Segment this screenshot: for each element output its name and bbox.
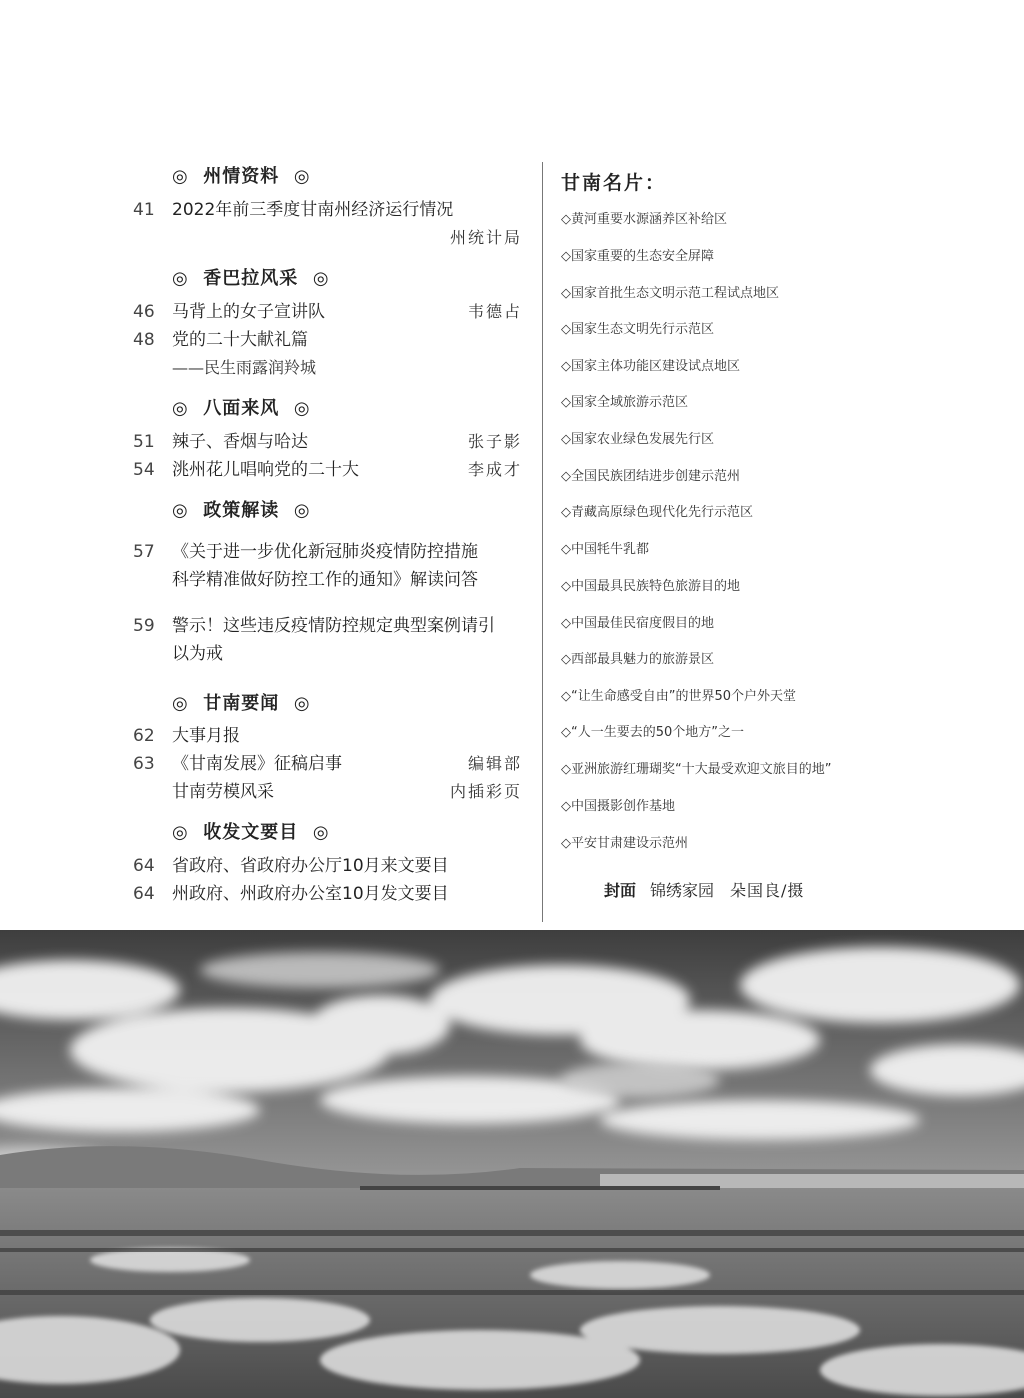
section-mark: ◎ xyxy=(293,398,311,419)
entry-title: 大事月报 xyxy=(172,726,240,746)
card-item: ◇国家全域旅游示范区 xyxy=(561,395,688,410)
section-heading xyxy=(172,496,311,522)
card-item: ◇黄河重要水源涵养区补给区 xyxy=(561,212,727,227)
entry-title-continued: 以为戒 xyxy=(172,644,223,664)
section-mark: ◎ xyxy=(293,500,311,521)
section-mark: ◎ xyxy=(293,693,311,714)
entry-title: 州政府、州政府办公室10月发文要目 xyxy=(172,884,449,904)
section-mark: ◎ xyxy=(312,822,330,843)
page-number: 48 xyxy=(133,330,155,350)
page-number: 46 xyxy=(133,302,155,322)
section-mark: ◎ xyxy=(312,268,330,289)
section-mark: ◎ xyxy=(172,398,189,419)
card-item: ◇中国牦牛乳都 xyxy=(561,542,649,557)
entry-title: 辣子、香烟与哈达 xyxy=(172,432,308,452)
section-heading xyxy=(172,818,330,844)
card-item: ◇亚洲旅游红珊瑚奖“十大最受欢迎文旅目的地” xyxy=(561,762,832,777)
section-heading xyxy=(172,394,311,420)
card-item: ◇中国最具民族特色旅游目的地 xyxy=(561,579,740,594)
page-number: 64 xyxy=(133,856,155,876)
cover-caption xyxy=(604,878,804,901)
card-item: ◇青藏高原绿色现代化先行示范区 xyxy=(561,505,753,520)
card-item: ◇西部最具魅力的旅游景区 xyxy=(561,652,714,667)
section-title: 政策解读 xyxy=(203,500,280,521)
section-title: 收发文要目 xyxy=(203,822,299,843)
entry-title: 省政府、省政府办公厅10月来文要目 xyxy=(172,856,449,876)
section-heading xyxy=(172,689,311,715)
entry-title: 警示！这些违反疫情防控规定典型案例请引 xyxy=(172,616,495,636)
page-number: 54 xyxy=(133,460,155,480)
card-item: ◇“让生命感受自由”的世界50个户外天堂 xyxy=(561,689,797,704)
page-number: 63 xyxy=(133,754,155,774)
gannan-card xyxy=(543,0,1024,930)
entry-author: 内插彩页 xyxy=(449,782,522,801)
card-item: ◇平安甘肃建设示范州 xyxy=(561,836,688,851)
card-item: ◇中国摄影创作基地 xyxy=(561,799,675,814)
entry-title: 洮州花儿唱响党的二十大 xyxy=(172,460,359,480)
card-item: ◇国家主体功能区建设试点地区 xyxy=(561,359,740,374)
section-title: 州情资料 xyxy=(203,166,280,187)
entry-title: 2022年前三季度甘南州经济运行情况 xyxy=(172,200,454,220)
cover-label: 封面 xyxy=(604,881,637,900)
page-number: 51 xyxy=(133,432,155,452)
entry-title-continued: 科学精准做好防控工作的通知》解读问答 xyxy=(172,570,478,590)
page-number: 64 xyxy=(133,884,155,904)
card-item: ◇全国民族团结进步创建示范州 xyxy=(561,469,740,484)
card-item: ◇中国最佳民宿度假目的地 xyxy=(561,616,714,631)
page-number: 62 xyxy=(133,726,155,746)
section-mark: ◎ xyxy=(172,500,189,521)
card-item: ◇国家农业绿色发展先行区 xyxy=(561,432,714,447)
section-heading xyxy=(172,264,330,290)
entry-subtitle: ——民生雨露润羚城 xyxy=(172,358,317,377)
card-item: ◇国家重要的生态安全屏障 xyxy=(561,249,714,264)
cover-title: 锦绣家园 xyxy=(650,881,715,900)
card-item: ◇“人一生要去的50个地方”之一 xyxy=(561,725,745,740)
section-heading xyxy=(172,162,311,188)
page-number: 59 xyxy=(133,616,155,636)
entry-author: 编辑部 xyxy=(467,754,522,773)
entry-title: 甘南劳模风采 xyxy=(172,782,274,802)
card-item: ◇国家生态文明先行示范区 xyxy=(561,322,714,337)
section-title: 香巴拉风采 xyxy=(203,268,299,289)
section-mark: ◎ xyxy=(172,822,189,843)
entry-title: 《甘南发展》征稿启事 xyxy=(172,754,342,774)
entry-title: 党的二十大献礼篇 xyxy=(172,330,308,350)
section-mark: ◎ xyxy=(293,166,311,187)
page-number: 57 xyxy=(133,542,155,562)
card-item: ◇国家首批生态文明示范工程试点地区 xyxy=(561,286,779,301)
section-mark: ◎ xyxy=(172,166,189,187)
table-of-contents xyxy=(0,0,540,930)
entry-author: 李成才 xyxy=(467,460,522,479)
entry-author: 韦德占 xyxy=(467,302,522,321)
entry-author: 张子影 xyxy=(467,432,522,451)
photo-credit: 朵国良/摄 xyxy=(730,881,805,900)
section-title: 八面来风 xyxy=(203,398,280,419)
landscape-photo xyxy=(0,930,1024,1398)
page-number: 41 xyxy=(133,200,155,220)
entry-title: 马背上的女子宣讲队 xyxy=(172,302,325,322)
entry-author: 州统计局 xyxy=(449,228,522,247)
section-mark: ◎ xyxy=(172,268,189,289)
section-title: 甘南要闻 xyxy=(203,693,280,714)
section-mark: ◎ xyxy=(172,693,189,714)
entry-title: 《关于进一步优化新冠肺炎疫情防控措施 xyxy=(172,542,478,562)
card-title: 甘南名片： xyxy=(561,172,667,194)
